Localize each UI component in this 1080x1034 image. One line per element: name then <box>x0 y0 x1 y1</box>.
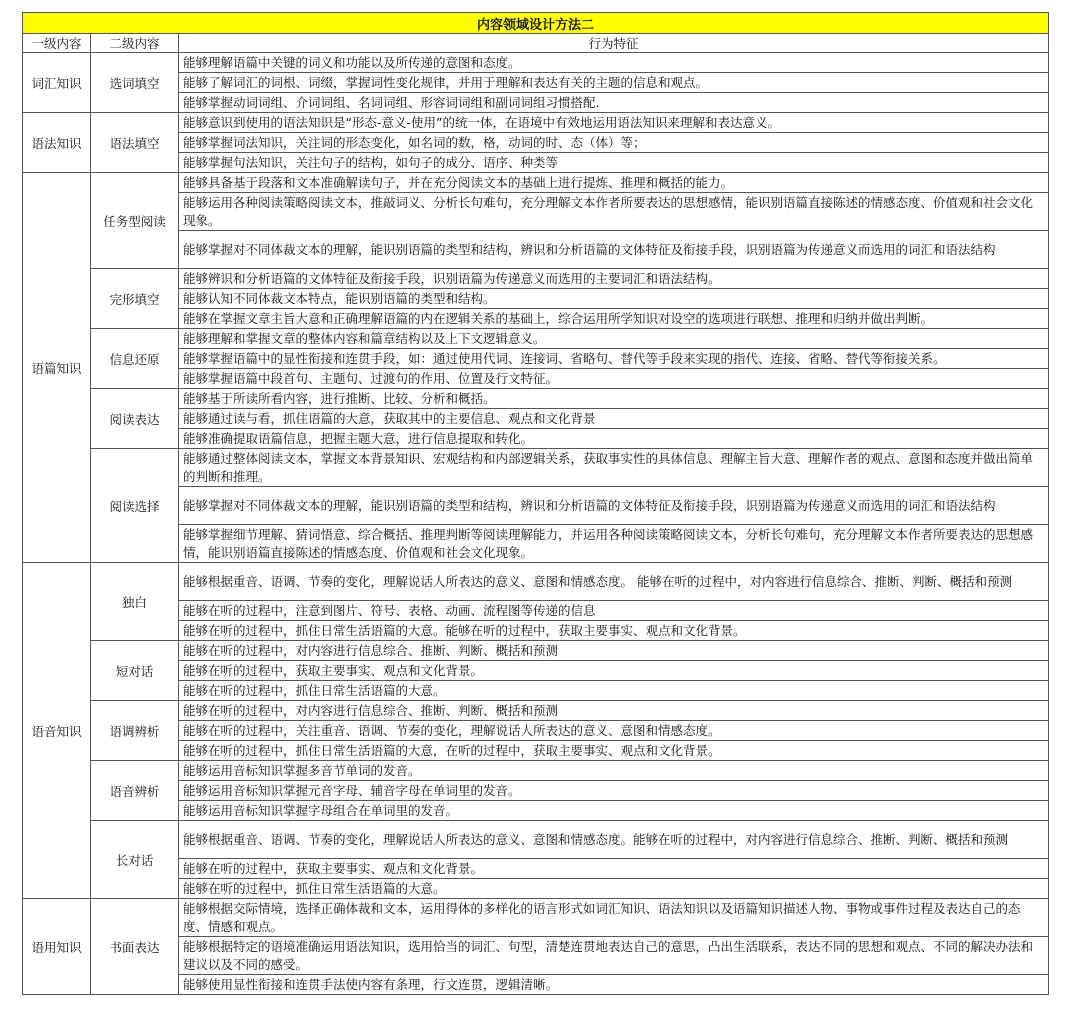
header-level2: 二级内容 <box>91 34 179 53</box>
behavior-cell: 能够运用音标知识掌握元音字母、辅音字母在单词里的发音。 <box>179 781 1049 801</box>
behavior-cell: 能够在听的过程中，抓住日常生活语篇的大意。 <box>179 681 1049 701</box>
table-title: 内容领域设计方法二 <box>23 13 1049 34</box>
table-row <box>23 899 1049 937</box>
behavior-cell: 能够在听的过程中，获取主要事实、观点和文化背景。 <box>179 859 1049 879</box>
behavior-cell: 能够在听的过程中，获取主要事实、观点和文化背景。 <box>179 661 1049 681</box>
behavior-cell: 能够掌握细节理解、猜词悟意、综合概括、推理判断等阅读理解能力，并运用各种阅读策略阅读文本，分析长句难句，充分理解文本作者所要表达的思想感情，能识别语篇直接陈述的情感态度、价值观和社会文化现象。 <box>179 525 1049 563</box>
behavior-cell: 能够在听的过程中，抓住日常生活语篇的大意。能够在听的过程中，获取主要事实、观点和文化背景。 <box>179 621 1049 641</box>
behavior-cell: 能够掌握对不同体裁文本的理解，能识别语篇的类型和结构，辨识和分析语篇的文体特征及衔接手段，识别语篇为传递意义而选用的词汇和语法结构 <box>179 487 1049 525</box>
behavior-cell: 能够在听的过程中，对内容进行信息综合、推断、判断、概括和预测 <box>179 701 1049 721</box>
table-row <box>23 53 1049 73</box>
level2-cell: 任务型阅读 <box>91 173 179 269</box>
table-row <box>23 269 1049 289</box>
behavior-cell: 能够在听的过程中，关注重音、语调、节奏的变化，理解说话人所表达的意义、意图和情感态度。 <box>179 721 1049 741</box>
behavior-cell: 能够意识到使用的语法知识是“形态-意义-使用”的统一体，在语境中有效地运用语法知识来理解和表达意义。 <box>179 113 1049 133</box>
level1-cell: 语用知识 <box>23 899 91 995</box>
level2-cell: 语调辨析 <box>91 701 179 761</box>
level1-cell: 词汇知识 <box>23 53 91 113</box>
behavior-cell: 能够掌握对不同体裁文本的理解，能识别语篇的类型和结构，辨识和分析语篇的文体特征及衔接手段，识别语篇为传递意义而选用的词汇和语法结构 <box>179 231 1049 269</box>
behavior-cell: 能够根据特定的语境准确运用语法知识，选用恰当的词汇、句型，清楚连贯地表达自己的意思，凸出生活联系，表达不同的思想和观点、不同的解决办法和建议以及不同的感受。 <box>179 937 1049 975</box>
level2-cell: 语音辨析 <box>91 761 179 821</box>
table-row <box>23 113 1049 133</box>
behavior-cell: 能够使用显性衔接和连贯手法使内容有条理，行文连贯，逻辑清晰。 <box>179 975 1049 995</box>
table-row <box>23 701 1049 721</box>
behavior-cell: 能够在听的过程中，注意到图片、符号、表格、动画、流程图等传递的信息 <box>179 601 1049 621</box>
behavior-cell: 能够在听的过程中，抓住日常生活语篇的大意，在听的过程中，获取主要事实、观点和文化背景。 <box>179 741 1049 761</box>
level2-cell: 信息还原 <box>91 329 179 389</box>
behavior-cell: 能够运用音标知识掌握多音节单词的发音。 <box>179 761 1049 781</box>
level2-cell: 短对话 <box>91 641 179 701</box>
level2-cell: 阅读表达 <box>91 389 179 449</box>
behavior-cell: 能够掌握动词词组、介词词组、名词词组、形容词词组和副词词组习惯搭配. <box>179 93 1049 113</box>
behavior-cell: 能够辨识和分析语篇的文体特征及衔接手段，识别语篇为传递意义而选用的主要词汇和语法结构。 <box>179 269 1049 289</box>
level2-cell: 长对话 <box>91 821 179 899</box>
level2-cell: 完形填空 <box>91 269 179 329</box>
behavior-cell: 能够根据重音、语调、节奏的变化，理解说话人所表达的意义、意图和情感态度。能够在听的过程中，对内容进行信息综合、推断、判断、概括和预测 <box>179 821 1049 859</box>
level2-cell: 阅读选择 <box>91 449 179 563</box>
behavior-cell: 能够理解和掌握文章的整体内容和篇章结构以及上下文逻辑意义。 <box>179 329 1049 349</box>
behavior-cell: 能够在听的过程中，对内容进行信息综合、推断、判断、概括和预测 <box>179 641 1049 661</box>
content-design-table-page <box>22 12 1048 995</box>
header-behavior: 行为特征 <box>179 34 1049 53</box>
table-row <box>23 389 1049 409</box>
table-row <box>23 821 1049 859</box>
behavior-cell: 能够掌握句法知识，关注句子的结构，如句子的成分、语序、种类等 <box>179 153 1049 173</box>
behavior-cell: 能够根据交际情境，选择正确体裁和文本，运用得体的多样化的语言形式如词汇知识、语法知识以及语篇知识描述人物、事物或事件过程及表达自己的态度、情感和观点。 <box>179 899 1049 937</box>
content-design-table <box>22 12 1049 995</box>
level1-cell: 语篇知识 <box>23 173 91 563</box>
table-body <box>23 53 1049 995</box>
table-row <box>23 641 1049 661</box>
table-row <box>23 563 1049 601</box>
behavior-cell: 能够通过整体阅读文本，掌握文本背景知识、宏观结构和内部逻辑关系，获取事实性的具体信息、理解主旨大意、理解作者的观点、意图和态度并做出简单的判断和推理。 <box>179 449 1049 487</box>
level2-cell: 书面表达 <box>91 899 179 995</box>
behavior-cell: 能够掌握语篇中段首句、主题句、过渡句的作用、位置及行文特征。 <box>179 369 1049 389</box>
header-level1: 一级内容 <box>23 34 91 53</box>
behavior-cell: 能够基于所读所看内容，进行推断、比较、分析和概括。 <box>179 389 1049 409</box>
behavior-cell: 能够理解语篇中关键的词义和功能以及所传递的意图和态度。 <box>179 53 1049 73</box>
behavior-cell: 能够准确提取语篇信息，把握主题大意，进行信息提取和转化。 <box>179 429 1049 449</box>
behavior-cell: 能够在听的过程中，抓住日常生活语篇的大意。 <box>179 879 1049 899</box>
level1-cell: 语音知识 <box>23 563 91 899</box>
table-row <box>23 449 1049 487</box>
behavior-cell: 能够通过读与看，抓住语篇的大意，获取其中的主要信息、观点和文化背景 <box>179 409 1049 429</box>
level2-cell: 独白 <box>91 563 179 641</box>
behavior-cell: 能够了解词汇的词根、词缀，掌握词性变化规律，并用于理解和表达有关的主题的信息和观点。 <box>179 73 1049 93</box>
table-row <box>23 173 1049 193</box>
behavior-cell: 能够掌握词法知识，关注词的形态变化，如名词的数，格，动词的时、态（体）等； <box>179 133 1049 153</box>
behavior-cell: 能够具备基于段落和文本准确解读句子，并在充分阅读文本的基础上进行提炼、推理和概括的能力。 <box>179 173 1049 193</box>
behavior-cell: 能够认知不同体裁文本特点，能识别语篇的类型和结构。 <box>179 289 1049 309</box>
level1-cell: 语法知识 <box>23 113 91 173</box>
table-row <box>23 329 1049 349</box>
behavior-cell: 能够运用音标知识掌握字母组合在单词里的发音。 <box>179 801 1049 821</box>
behavior-cell: 能够在掌握文章主旨大意和正确理解语篇的内在逻辑关系的基础上，综合运用所学知识对设空的选项进行联想、推理和归纳并做出判断。 <box>179 309 1049 329</box>
table-row <box>23 761 1049 781</box>
behavior-cell: 能够根据重音、语调、节奏的变化，理解说话人所表达的意义、意图和情感态度。 能够在听的过程中，对内容进行信息综合、推断、判断、概括和预测 <box>179 563 1049 601</box>
level2-cell: 选词填空 <box>91 53 179 113</box>
behavior-cell: 能够掌握语篇中的显性衔接和连贯手段，如：通过使用代词、连接词、省略句、替代等手段来实现的指代、连接、省略、替代等衔接关系。 <box>179 349 1049 369</box>
behavior-cell: 能够运用各种阅读策略阅读文本，推敲词义、分析长句难句，充分理解文本作者所要表达的思想感情，能识别语篇直接陈述的情感态度、价值观和社会文化现象。 <box>179 193 1049 231</box>
level2-cell: 语法填空 <box>91 113 179 173</box>
